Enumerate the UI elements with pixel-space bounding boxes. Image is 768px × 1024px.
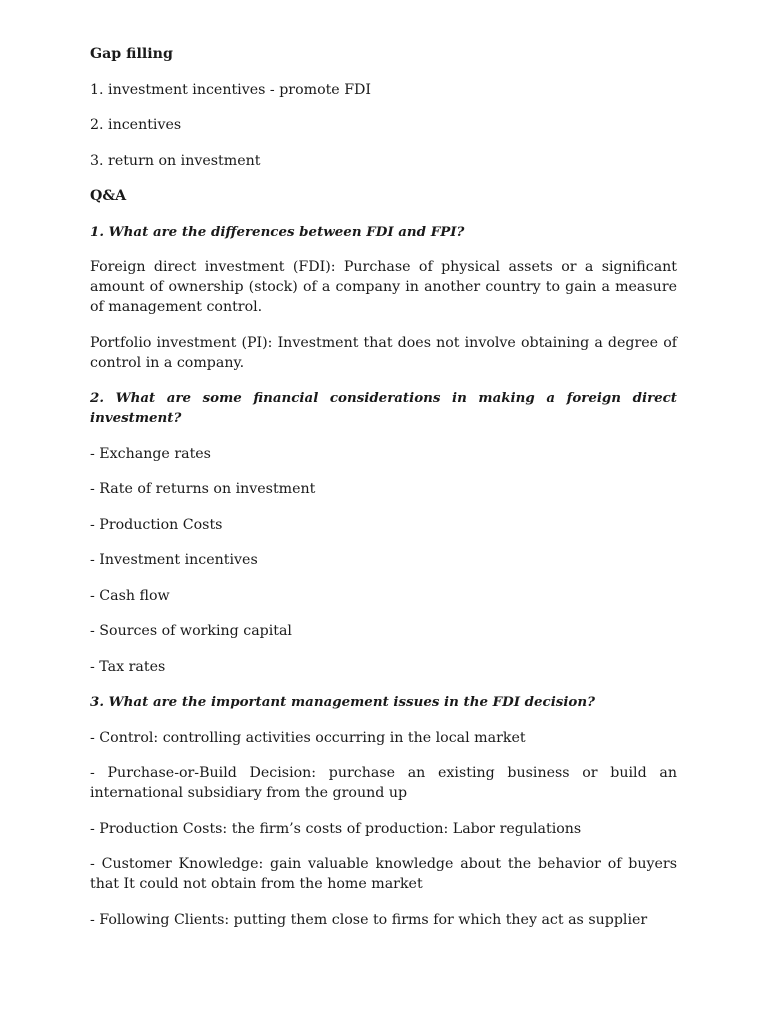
answer-paragraph: Foreign direct investment (FDI): Purchase of physical assets or a significant amount of ownership (stock) of a company in another country to gain a measure of management control. xyxy=(90,259,677,315)
list-item: - Cash flow xyxy=(90,587,170,604)
list-item: - Customer Knowledge: gain valuable knowledge about the behavior of buyers that It could not obtain from the home market xyxy=(90,856,677,892)
list-item: - Control: controlling activities occurring in the local market xyxy=(90,729,526,746)
document-page xyxy=(90,44,677,945)
list-item: - Following Clients: putting them close to firms for which they act as supplier xyxy=(90,911,648,928)
list-item: - Production Costs xyxy=(90,516,223,533)
list-item: - Exchange rates xyxy=(90,445,211,462)
list-item: - Production Costs: the firm’s costs of production: Labor regulations xyxy=(90,820,582,837)
gap-filling-item: 3. return on investment xyxy=(90,152,261,169)
list-item: - Purchase-or-Build Decision: purchase an existing business or build an international subsidiary from the ground up xyxy=(90,765,677,801)
gap-filling-heading: Gap filling xyxy=(90,46,173,62)
question-2: 2. What are some financial considerations in making a foreign direct investment? xyxy=(90,390,677,426)
answer-paragraph: Portfolio investment (PI): Investment that does not involve obtaining a degree of control in a company. xyxy=(90,334,677,371)
question-3: 3. What are the important management issues in the FDI decision? xyxy=(90,694,595,710)
qa-heading: Q&A xyxy=(90,188,127,204)
list-item: - Investment incentives xyxy=(90,552,258,568)
list-item: - Sources of working capital xyxy=(90,623,292,639)
gap-filling-item: 1. investment incentives - promote FDI xyxy=(90,81,372,98)
list-item: - Tax rates xyxy=(90,658,166,675)
question-1: 1. What are the differences between FDI and FPI? xyxy=(90,223,465,240)
gap-filling-item: 2. incentives xyxy=(90,117,182,133)
list-item: - Rate of returns on investment xyxy=(90,481,316,497)
